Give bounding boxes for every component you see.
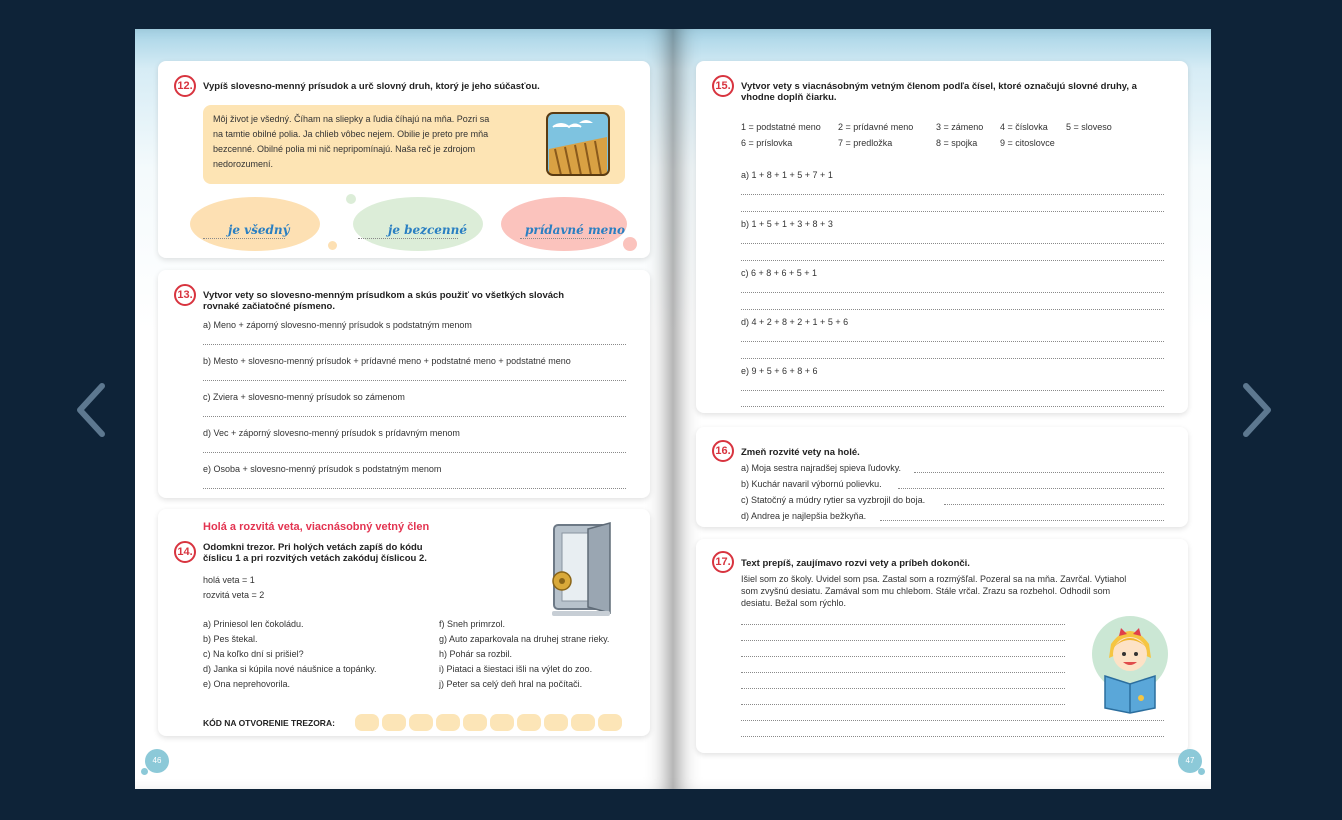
exercise-number: 17. [712,551,734,573]
text-line: na tamtie obilné polia. Ja chlieb vôbec nejem. Obilie je preto pre mňa [213,129,489,139]
sentence-item: h) Pohár sa rozbil. [439,649,513,659]
cloud-bubble [623,237,637,251]
left-page [135,29,673,789]
answer-text: je bezcenné [388,223,468,237]
code-digit-1[interactable] [355,714,379,731]
girl-reading-icon [1091,614,1169,714]
answer-line [203,238,285,239]
exercise-15-card [696,61,1188,413]
answer-line[interactable] [741,624,1065,625]
answer-line[interactable] [898,488,1164,489]
answer-line[interactable] [741,406,1164,407]
answer-line[interactable] [741,704,1065,705]
list-item: c) Zviera + slovesno-menný prísudok so zámenom [203,392,405,402]
list-item: d) Vec + záporný slovesno-menný prísudok s prídavným menom [203,428,460,438]
text-line: Išiel som zo školy. Uvidel som psa. Zastal som a rozmýšľal. Pozeral sa na mňa. Zavrčal. Vytiahol [741,574,1127,584]
answer-text: prídavné meno [525,223,626,237]
answer-text: je všedný [228,223,290,237]
sentence-item: g) Auto zaparkovala na druhej strane rieky. [439,634,610,644]
right-page [673,29,1211,789]
answer-line[interactable] [880,520,1164,521]
formula-item: e) 9 + 5 + 6 + 8 + 6 [741,366,818,376]
exercise-task: Vytvor vety so slovesno-menným prísudkom a skús použiť vo všetkých slovách [203,290,565,301]
page-number-text: 47 [1185,756,1195,765]
answer-line[interactable] [741,292,1164,293]
code-digit-7[interactable] [517,714,541,731]
text-line: som zvyšnú desiatu. Zamával som mu chlebom. Stále vrčal. Zrazu sa rozbehol. Odhodil som [741,586,1111,596]
page-number-text: 46 [152,756,162,765]
answer-line[interactable] [741,390,1164,391]
sentence-item: e) Ona neprehovorila. [203,679,291,689]
page-number-dot [1198,768,1205,775]
sentence-item: c) Statočný a múdry rytier sa vyzbrojil do boja. [741,495,926,505]
exercise-task: rovnaké začiatočné písmeno. [203,301,335,312]
sentence-item: b) Kuchár navaril výbornú polievku. [741,479,882,489]
exercise-task: Vypíš slovesno-menný prísudok a urč slovný druh, ktorý je jeho súčasťou. [203,81,540,92]
code-digit-6[interactable] [490,714,514,731]
formula-item: d) 4 + 2 + 8 + 2 + 1 + 5 + 6 [741,317,849,327]
legend-item: 4 = číslovka [1000,122,1048,132]
answer-line[interactable] [203,380,626,381]
answer-line[interactable] [741,640,1065,641]
answer-line[interactable] [944,504,1164,505]
code-digit-10[interactable] [598,714,622,731]
answer-line [520,238,604,239]
answer-line[interactable] [203,452,626,453]
code-digit-5[interactable] [463,714,487,731]
cloud-bubble [328,241,337,250]
legend-item: 7 = predložka [838,138,893,148]
code-label: KÓD NA OTVORENIE TREZORA: [203,718,335,728]
sentence-item: j) Peter sa celý deň hral na počítači. [439,679,583,689]
sentence-item: d) Janka si kúpila nové náušnice a topánky. [203,664,377,674]
section-heading: Holá a rozvitá veta, viacnásobný vetný člen [203,521,430,533]
answer-line[interactable] [741,656,1065,657]
book-spread [135,29,1211,789]
answer-line [358,238,458,239]
page-number-dot [141,768,148,775]
answer-line[interactable] [914,472,1164,473]
answer-line[interactable] [741,736,1164,737]
list-item: b) Mesto + slovesno-menný prísudok + prídavné meno + podstatné meno + podstatné meno [203,356,571,366]
exercise-number: 12. [174,75,196,97]
exercise-number: 13. [174,284,196,306]
answer-line[interactable] [741,672,1065,673]
exercise-number: 14. [174,541,196,563]
page-number [145,749,169,773]
exercise-number: 15. [712,75,734,97]
answer-line[interactable] [203,416,626,417]
legend-item: 6 = príslovka [741,138,793,148]
legend-item: 8 = spojka [936,138,978,148]
exercise-task: Vytvor vety s viacnásobným vetným členom podľa čísel, ktoré označujú slovné druhy, a [741,81,1137,92]
sentence-item: d) Andrea je najlepšia bežkyňa. [741,511,867,521]
code-digit-9[interactable] [571,714,595,731]
legend-item: 9 = citoslovce [1000,138,1055,148]
list-item: e) Osoba + slovesno-menný prísudok s podstatným menom [203,464,442,474]
answer-line[interactable] [741,341,1164,342]
exercise-task: vhodne doplň čiarku. [741,92,837,103]
answer-line[interactable] [741,358,1164,359]
code-digit-2[interactable] [382,714,406,731]
text-line: Môj život je všedný. Číham na sliepky a ľudia číhajú na mňa. Pozri sa [213,114,490,124]
answer-line[interactable] [741,243,1164,244]
formula-item: a) 1 + 8 + 1 + 5 + 7 + 1 [741,170,833,180]
sentence-item: a) Moja sestra najradšej spieva ľudovky. [741,463,902,473]
exercise-13-card [158,270,650,498]
answer-line[interactable] [741,720,1164,721]
sentence-item: c) Na koľko dní si prišiel? [203,649,304,659]
exercise-task: Text prepíš, zaujímavo rozvi vety a príbeh dokonči. [741,558,970,569]
exercise-17-card [696,539,1188,753]
formula-item: c) 6 + 8 + 6 + 5 + 1 [741,268,818,278]
legend-item: 1 = podstatné meno [741,122,821,132]
text-line: bezcenné. Obilné polia mi nič nepripomínajú. Naša reč je zdrojom [213,144,476,154]
code-digit-3[interactable] [409,714,433,731]
legend-item: 5 = sloveso [1066,122,1112,132]
text-line: nedorozumení. [213,159,274,169]
safe-icon [548,521,616,619]
sentence-item: a) Priniesol len čokoládu. [203,619,304,629]
next-page-arrow-icon[interactable] [1236,380,1276,440]
legend-item: rozvitá veta = 2 [203,590,265,600]
legend-item: 3 = zámeno [936,122,984,132]
exercise-14-card [158,509,650,736]
answer-line[interactable] [741,211,1164,212]
cloud-bubble [346,194,356,204]
exercise-16-card [696,427,1188,527]
answer-line[interactable] [741,260,1164,261]
answer-line[interactable] [741,194,1164,195]
answer-line[interactable] [741,688,1065,689]
previous-page-arrow-icon[interactable] [72,380,112,440]
exercise-12-card [158,61,650,258]
sentence-item: i) Piataci a šiestaci išli na výlet do zoo. [439,664,593,674]
legend-item: 2 = prídavné meno [838,122,914,132]
legend-item: holá veta = 1 [203,575,255,585]
text-line: desiatu. Bežal som rýchlo. [741,598,847,608]
answer-line[interactable] [203,488,626,489]
list-item: a) Meno + záporný slovesno-menný prísudok s podstatným menom [203,320,472,330]
exercise-task: Zmeň rozvité vety na holé. [741,447,860,458]
sentence-item: f) Sneh primrzol. [439,619,506,629]
formula-item: b) 1 + 5 + 1 + 3 + 8 + 3 [741,219,833,229]
answer-line[interactable] [203,344,626,345]
exercise-number: 16. [712,440,734,462]
answer-line[interactable] [741,309,1164,310]
exercise-task: Odomkni trezor. Pri holých vetách zapíš do kódu [203,542,423,553]
wheat-field-icon [543,109,613,179]
exercise-task: číslicu 1 a pri rozvitých vetách zakóduj číslicou 2. [203,553,427,564]
page-number [1178,749,1202,773]
sentence-item: b) Pes štekal. [203,634,258,644]
code-digit-8[interactable] [544,714,568,731]
code-digit-4[interactable] [436,714,460,731]
